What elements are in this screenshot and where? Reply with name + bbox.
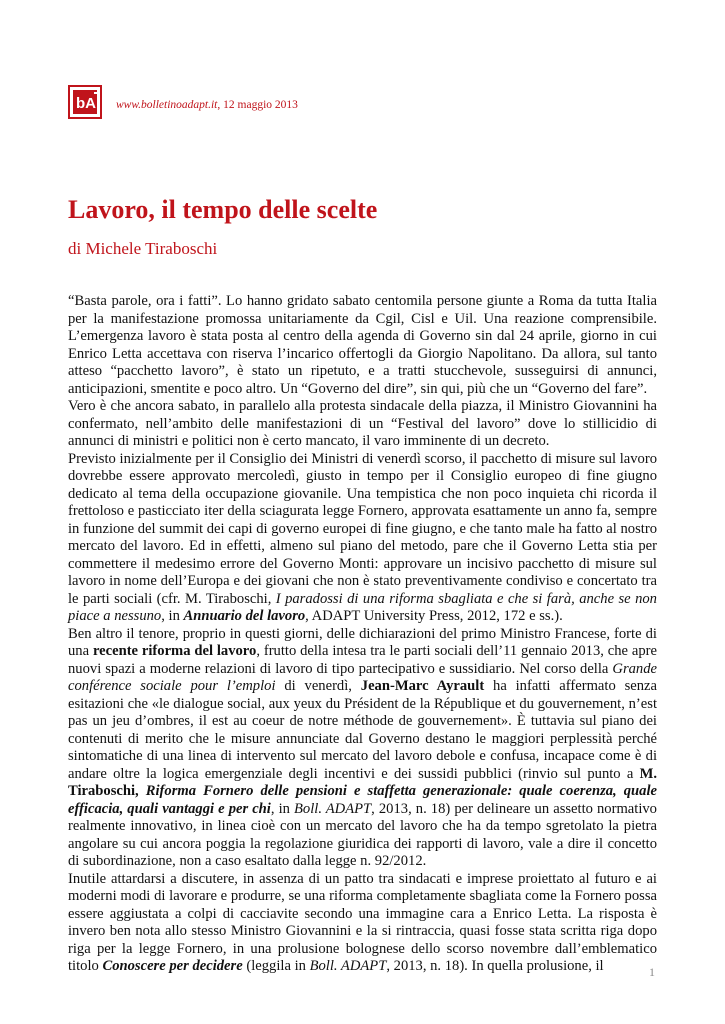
- text-run: , 2013, n. 18). In quella prolusione, il: [386, 958, 604, 974]
- article-title: Lavoro, il tempo delle scelte: [68, 195, 378, 224]
- paragraph: [68, 398, 657, 451]
- source-link[interactable]: www.bolletinoadapt.it: [116, 99, 218, 111]
- article-body: [68, 293, 657, 976]
- paragraph: [68, 293, 657, 398]
- article-byline: di Michele Tiraboschi: [68, 239, 218, 258]
- text-run: , in: [161, 608, 184, 624]
- emphasis-text: M. Tiraboschi,: [68, 765, 657, 799]
- text-run: ha infatti affermato senza esitazioni che «le dialogue social, aux yeux du Président de la République et du gouvernement, n’est pas un jeu d’ombres, il est au coeur de notre méthode de gouvernement». È tuttavia sul piano dei contenuti di merito che le misure annunciate dal Governo destano le maggiori perplessità perché sintomatiche di una linea di intervento sul mercato del lavoro debole e confusa, incapace come è di andare oltre la logica emergenziale degli incentivi e dei sussidi pubblici (rinvio sul punto a: [68, 678, 657, 782]
- emphasis-text: Boll. ADAPT: [309, 958, 387, 974]
- text-run: Previsto inizialmente per il Consiglio dei Ministri di venerdì scorso, il pacchetto di misure sul lavoro dovrebbe essere approvato mercoledì, giusto in tempo per il Consiglio europeo di fine giugno dedicato al tema della occupazione giovanile. Una tempistica che non poco inquieta chi ricorda il frettoloso e pasticciato iter della sciagurata legge Fornero, approvata esattamente un anno fa, sempre in funzione del summit dei capi di governo europei di fine giugno, e che tanto male ha fatto al nostro mercato del lavoro. Ed in effetti, almeno sul piano del metodo, pare che il Governo Letta stia per commettere il medesimo errore del Governo Monti: approvare un incisivo pacchetto di misure sul lavoro in nome dell’Europa e dei giovani che non è stato preventivamente condiviso e concertato tra le parti sociali (cfr. M. Tiraboschi,: [68, 450, 657, 607]
- paragraph: [68, 871, 657, 976]
- emphasis-text: I paradossi di una riforma sbagliata e che si farà, anche se non piace a nessuno: [68, 590, 657, 624]
- page-number: 1: [649, 965, 655, 979]
- header-source: [116, 99, 298, 111]
- emphasis-text: Boll. ADAPT: [294, 800, 372, 817]
- emphasis-text: recente riforma del lavoro: [92, 643, 257, 659]
- text-run: Vero è che ancora sabato, in parallelo alla protesta sindacale della piazza, il Ministro Giovannini ha confermato, nell’ambito delle manifestazioni di un “Festival del lavoro” dove lo stillicidio di annunci di ministri e politici non è certo mancato, il varo imminente di un decreto.: [68, 398, 657, 449]
- emphasis-text: Grande conférence sociale pour l’emploi: [68, 660, 657, 694]
- text-run: , frutto della intesa tra le parti sociali dell’11 gennaio 2013, che apre nuovi spazi a moderne relazioni di lavoro di tipo partecipativo e sussidiario. Nel corso della: [68, 643, 657, 677]
- text-run: , 2013, n. 18) per delineare un assetto normativo realmente innovativo, in linea cioè con un mercato del lavoro che ha da tempo sgretolato la pietra angolare su cui ancora poggia la regolazione giuridica dei rapporti di lavoro, vale a dire il concetto di subordinazione, non a caso esaltato dalla legge n. 92/2012.: [68, 800, 657, 869]
- text-run: “Basta parole, ora i fatti”. Lo hanno gridato sabato centomila persone giunte a Roma da tutta Italia per la manifestazione promossa unitariamente da Cgil, Cisl e Uil. Una reazione comprensibile. L’emergenza lavoro è stata posta al centro della agenda di Governo sin dal 24 aprile, giorno in cui Enrico Letta accettava con riserva l’incarico offertogli da Giorgio Napolitano. Da allora, sul tanto atteso “pacchetto lavoro”, è stato un ripetuto, e a tratti stucchevole, susseguirsi di annunci, anticipazioni, smentite e poco altro. Un “Governo del dire”, sin qui, più che un “Governo del fare”.: [68, 293, 657, 397]
- text-run: (leggila in: [242, 958, 310, 974]
- text-run: , ADAPT University Press, 2012, 172 e ss.).: [305, 608, 563, 624]
- paragraph: [68, 451, 657, 626]
- adapt-logo: [68, 85, 102, 119]
- publication-date: , 12 maggio 2013: [217, 99, 298, 111]
- emphasis-text: Conoscere per decidere: [102, 958, 243, 974]
- text-run: Ben altro il tenore, proprio in questi giorni, delle dichiarazioni del primo Ministro Francese, forte di una: [68, 625, 657, 659]
- paragraph: [68, 626, 657, 871]
- text-run: , in: [270, 800, 294, 817]
- text-run: Inutile attardarsi a discutere, in assenza di un patto tra sindacati e imprese proiettato al futuro e ai moderni modi di lavorare e produrre, se una riforma completamente sbagliata come la Fornero possa essere aggiustata a colpi di cacciavite secondo una immagine cara a Enrico Letta. La risposta è invero ben nota allo stesso Ministro Giovannini e la si rintraccia, quasi fosse stata scritta riga dopo riga per la legge Fornero, in una prolusione bolognese dello scorso novembre dall’emblematico titolo: [68, 870, 657, 974]
- emphasis-text: Jean-Marc Ayrault: [360, 678, 485, 694]
- svg-text:bA: bA: [76, 95, 96, 112]
- emphasis-text: Riforma Fornero delle pensioni e staffetta generazionale: quale coerenza, quale efficacia, quali vantaggi e per chi: [68, 783, 657, 817]
- text-run: di venerdì,: [275, 678, 361, 694]
- emphasis-text: Annuario del lavoro: [183, 608, 306, 624]
